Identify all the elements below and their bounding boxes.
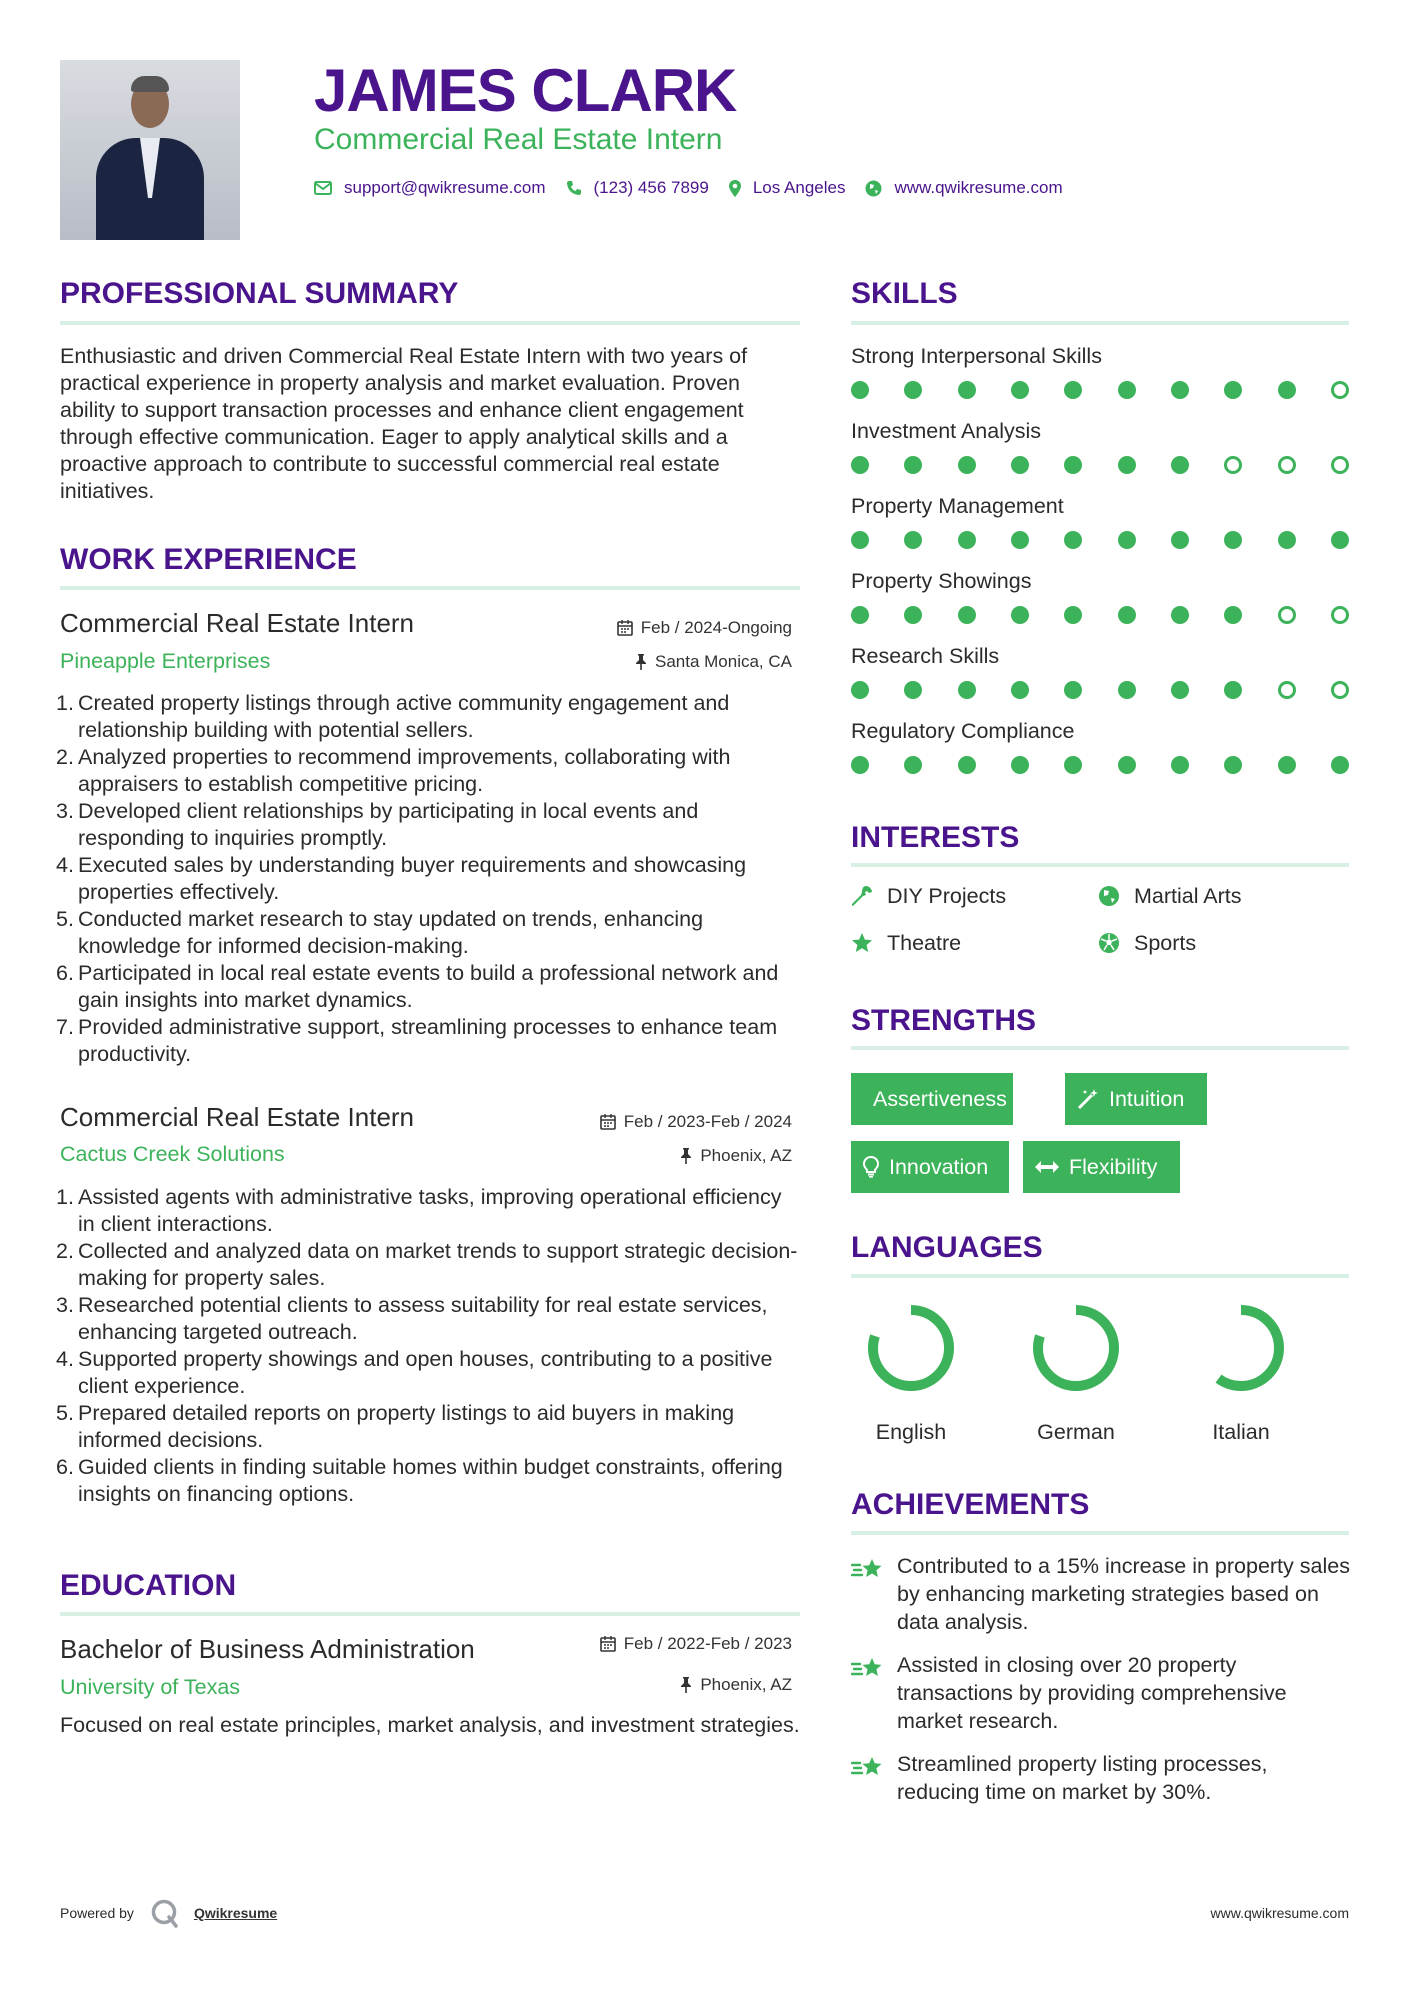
job-location-text: Phoenix, AZ bbox=[700, 1146, 792, 1165]
job-bullets bbox=[56, 1184, 800, 1508]
rating-dot-filled bbox=[1011, 606, 1029, 624]
rating-dot-filled bbox=[1171, 606, 1189, 624]
language-gauge-arc bbox=[873, 1310, 949, 1386]
rating-dot-filled bbox=[1278, 756, 1296, 774]
language-item bbox=[1181, 1302, 1301, 1445]
rating-dot-filled bbox=[1171, 456, 1189, 474]
phone-icon bbox=[566, 180, 582, 196]
achievement-item bbox=[851, 1651, 1351, 1735]
shooting-star-icon bbox=[851, 1556, 885, 1584]
shooting-star-icon bbox=[851, 1754, 885, 1782]
rating-dot-filled bbox=[851, 381, 869, 399]
list-item: 6. Guided clients in finding suitable homes within budget constraints, offering insights on financing options. bbox=[56, 1455, 783, 1506]
contact-email[interactable] bbox=[314, 178, 546, 198]
rating-dot-filled bbox=[1011, 381, 1029, 399]
strength-badge bbox=[851, 1141, 1009, 1193]
rating-dot-filled bbox=[904, 681, 922, 699]
rating-dot-filled bbox=[851, 456, 869, 474]
rating-dot-filled bbox=[1118, 756, 1136, 774]
rating-dot-filled bbox=[1118, 606, 1136, 624]
language-gauge-arc bbox=[1038, 1310, 1114, 1386]
education-description: Focused on real estate principles, market analysis, and investment strategies. bbox=[60, 1713, 800, 1737]
rating-dot-filled bbox=[958, 681, 976, 699]
rating-dot-filled bbox=[958, 456, 976, 474]
rating-dot-filled bbox=[851, 606, 869, 624]
rating-dot-filled bbox=[958, 531, 976, 549]
rating-dot-empty bbox=[1331, 456, 1349, 474]
job-title: Commercial Real Estate Intern bbox=[60, 1102, 415, 1132]
rating-dot-filled bbox=[1224, 606, 1242, 624]
list-item: 4. Executed sales by understanding buyer requirements and showcasing properties effectively. bbox=[56, 853, 747, 904]
rating-dot-filled bbox=[1011, 531, 1029, 549]
job-location bbox=[680, 1145, 792, 1167]
education-dates-text: Feb / 2022-Feb / 2023 bbox=[623, 1634, 792, 1653]
job-title: Commercial Real Estate Intern bbox=[60, 608, 415, 638]
rating-dot-filled bbox=[1224, 681, 1242, 699]
rating-dot-filled bbox=[1011, 756, 1029, 774]
skill-name: Property Management bbox=[851, 494, 1064, 518]
rating-dot-filled bbox=[1064, 756, 1082, 774]
rating-dot-filled bbox=[851, 756, 869, 774]
interest-item bbox=[851, 883, 1006, 909]
email-text: support@qwikresume.com bbox=[344, 178, 546, 197]
skill-rating bbox=[851, 531, 1349, 549]
pushpin-icon bbox=[680, 1148, 692, 1164]
strength-label: Innovation bbox=[889, 1154, 989, 1179]
rating-dot-filled bbox=[1064, 681, 1082, 699]
interest-label: Martial Arts bbox=[1134, 884, 1242, 908]
section-heading-experience: WORK EXPERIENCE bbox=[60, 543, 357, 576]
rating-dot-filled bbox=[1064, 531, 1082, 549]
rating-dot-filled bbox=[904, 606, 922, 624]
section-divider bbox=[60, 321, 800, 325]
list-item: 5. Prepared detailed reports on property listings to aid buyers in making informed decisions. bbox=[56, 1401, 735, 1452]
list-item: 1. Created property listings through active community engagement and relationship building with potential sellers. bbox=[56, 691, 730, 742]
rating-dot-empty bbox=[1278, 456, 1296, 474]
rating-dot-filled bbox=[1171, 381, 1189, 399]
qwikresume-logo-icon bbox=[150, 1898, 180, 1928]
achievement-text: Assisted in closing over 20 property transactions by providing comprehensive market research. bbox=[897, 1653, 1287, 1733]
contact-bar bbox=[314, 178, 1083, 198]
interest-item bbox=[1098, 930, 1196, 956]
achievement-item bbox=[851, 1552, 1351, 1636]
company-name: Pineapple Enterprises bbox=[60, 649, 271, 673]
globe-icon bbox=[1098, 885, 1120, 907]
interest-item bbox=[851, 930, 961, 956]
rating-dot-filled bbox=[1331, 756, 1349, 774]
rating-dot-filled bbox=[1278, 531, 1296, 549]
star-icon bbox=[851, 932, 873, 954]
contact-location bbox=[729, 178, 846, 198]
language-gauge-arc bbox=[1203, 1310, 1279, 1386]
education-location-text: Phoenix, AZ bbox=[700, 1675, 792, 1694]
rating-dot-filled bbox=[958, 381, 976, 399]
rating-dot-filled bbox=[1171, 756, 1189, 774]
skill-name: Regulatory Compliance bbox=[851, 719, 1075, 743]
lightbulb-icon bbox=[863, 1156, 879, 1178]
footer-powered-by bbox=[60, 1898, 277, 1928]
location-text: Los Angeles bbox=[752, 178, 846, 197]
section-divider bbox=[60, 586, 800, 590]
degree-title: Bachelor of Business Administration bbox=[60, 1634, 475, 1664]
interest-label: Theatre bbox=[887, 931, 962, 955]
company-name: Cactus Creek Solutions bbox=[60, 1142, 285, 1166]
section-divider bbox=[851, 1531, 1349, 1535]
rating-dot-filled bbox=[1224, 756, 1242, 774]
candidate-title: Commercial Real Estate Intern bbox=[314, 123, 723, 156]
interest-item bbox=[1098, 883, 1242, 909]
arrows-horizontal-icon bbox=[1035, 1160, 1059, 1174]
pushpin-icon bbox=[680, 1677, 692, 1693]
skill-name: Strong Interpersonal Skills bbox=[851, 344, 1102, 368]
skill-rating bbox=[851, 456, 1349, 474]
interest-label: DIY Projects bbox=[887, 884, 1007, 908]
rating-dot-filled bbox=[1011, 681, 1029, 699]
job-location-text: Santa Monica, CA bbox=[654, 652, 792, 671]
rating-dot-filled bbox=[851, 681, 869, 699]
language-name: English bbox=[875, 1420, 947, 1444]
section-heading-strengths: STRENGTHS bbox=[851, 1004, 1037, 1037]
skill-name: Investment Analysis bbox=[851, 419, 1042, 443]
skill-rating bbox=[851, 681, 1349, 699]
language-gauge bbox=[1030, 1302, 1122, 1394]
language-gauge bbox=[865, 1302, 957, 1394]
list-item: 3. Developed client relationships by participating in local events and responding to inquiries promptly. bbox=[56, 799, 699, 850]
education-dates bbox=[600, 1633, 792, 1655]
skill-name: Research Skills bbox=[851, 644, 1000, 668]
list-item: 2. Collected and analyzed data on market trends to support strategic decision-making for property sales. bbox=[56, 1239, 798, 1290]
job-location bbox=[635, 651, 792, 673]
website-text: www.qwikresume.com bbox=[894, 178, 1063, 197]
section-heading-summary: PROFESSIONAL SUMMARY bbox=[60, 277, 459, 310]
job-dates bbox=[600, 1111, 792, 1133]
contact-website[interactable] bbox=[865, 178, 1062, 198]
rating-dot-filled bbox=[904, 756, 922, 774]
skill-name: Property Showings bbox=[851, 569, 1032, 593]
section-heading-skills: SKILLS bbox=[851, 277, 958, 310]
powered-by-label: Powered by bbox=[60, 1905, 134, 1921]
job-bullets bbox=[56, 690, 800, 1068]
education-location bbox=[680, 1674, 792, 1696]
rating-dot-filled bbox=[1278, 381, 1296, 399]
shooting-star-icon bbox=[851, 1655, 885, 1683]
language-item bbox=[851, 1302, 971, 1445]
pushpin-icon bbox=[635, 654, 647, 670]
magic-wand-icon bbox=[1077, 1088, 1099, 1110]
list-item: 3. Researched potential clients to assess suitability for real estate services, enhancing targeted outreach. bbox=[56, 1293, 768, 1344]
language-gauge bbox=[1195, 1302, 1287, 1394]
rating-dot-filled bbox=[1224, 531, 1242, 549]
rating-dot-empty bbox=[1331, 681, 1349, 699]
rating-dot-filled bbox=[904, 456, 922, 474]
rating-dot-empty bbox=[1331, 606, 1349, 624]
language-name: Italian bbox=[1212, 1420, 1270, 1444]
footer-url[interactable]: www.qwikresume.com bbox=[1210, 1905, 1349, 1921]
soccer-ball-icon bbox=[1098, 932, 1120, 954]
rating-dot-filled bbox=[1331, 531, 1349, 549]
section-heading-interests: INTERESTS bbox=[851, 821, 1020, 854]
wrench-icon bbox=[851, 885, 873, 907]
language-name: German bbox=[1037, 1420, 1115, 1444]
rating-dot-filled bbox=[1011, 456, 1029, 474]
calendar-icon bbox=[617, 620, 633, 636]
rating-dot-filled bbox=[1171, 531, 1189, 549]
profile-photo bbox=[60, 60, 240, 240]
list-item: 4. Supported property showings and open houses, contributing to a positive client experience. bbox=[56, 1347, 773, 1398]
rating-dot-filled bbox=[1064, 456, 1082, 474]
language-item bbox=[1016, 1302, 1136, 1445]
rating-dot-filled bbox=[1224, 381, 1242, 399]
interest-label: Sports bbox=[1134, 931, 1197, 955]
strength-badge bbox=[1023, 1141, 1180, 1193]
strength-label: Assertiveness bbox=[873, 1086, 1007, 1111]
strength-label: Intuition bbox=[1109, 1086, 1185, 1111]
rating-dot-filled bbox=[1118, 531, 1136, 549]
strength-badge bbox=[851, 1073, 1013, 1125]
phone-text: (123) 456 7899 bbox=[593, 178, 709, 197]
contact-phone[interactable] bbox=[566, 178, 709, 198]
rating-dot-filled bbox=[851, 531, 869, 549]
skill-rating bbox=[851, 606, 1349, 624]
achievement-item bbox=[851, 1750, 1351, 1806]
achievement-text: Streamlined property listing processes, reducing time on market by 30%. bbox=[897, 1752, 1268, 1804]
section-divider bbox=[851, 863, 1349, 867]
section-heading-achievements: ACHIEVEMENTS bbox=[851, 1488, 1090, 1521]
list-item: 5. Conducted market research to stay updated on trends, enhancing knowledge for informed decision-making. bbox=[56, 907, 704, 958]
summary-text: Enthusiastic and driven Commercial Real Estate Intern with two years of practical experience in property analysis and market evaluation. Proven ability to support transaction processes and enhance client engagement through effective communication. Eager to apply analytical skills and a proactive approach to contribute to successful commercial real estate initiatives. bbox=[60, 344, 748, 503]
rating-dot-filled bbox=[1118, 681, 1136, 699]
candidate-name: JAMES CLARK bbox=[314, 57, 737, 124]
list-item: 6. Participated in local real estate events to build a professional network and gain insights into market dynamics. bbox=[56, 961, 779, 1012]
section-divider bbox=[60, 1612, 800, 1616]
rating-dot-filled bbox=[1064, 606, 1082, 624]
globe-icon bbox=[865, 180, 882, 197]
rating-dot-empty bbox=[1278, 681, 1296, 699]
job-dates bbox=[617, 617, 792, 639]
list-item: 1. Assisted agents with administrative tasks, improving operational efficiency in client interactions. bbox=[56, 1185, 782, 1236]
rating-dot-filled bbox=[1064, 381, 1082, 399]
skill-rating bbox=[851, 381, 1349, 399]
rating-dot-filled bbox=[958, 606, 976, 624]
section-divider bbox=[851, 1046, 1349, 1050]
calendar-icon bbox=[600, 1636, 616, 1652]
rating-dot-filled bbox=[904, 381, 922, 399]
envelope-icon bbox=[314, 181, 332, 195]
rating-dot-empty bbox=[1278, 606, 1296, 624]
map-pin-icon bbox=[729, 180, 741, 197]
rating-dot-filled bbox=[904, 531, 922, 549]
school-name: University of Texas bbox=[60, 1675, 241, 1699]
section-divider bbox=[851, 1274, 1349, 1278]
rating-dot-filled bbox=[958, 756, 976, 774]
qwikresume-link[interactable]: Qwikresume bbox=[193, 1905, 278, 1921]
rating-dot-filled bbox=[1171, 681, 1189, 699]
calendar-icon bbox=[600, 1114, 616, 1130]
section-divider bbox=[851, 321, 1349, 325]
list-item: 2. Analyzed properties to recommend improvements, collaborating with appraisers to establish competitive pricing. bbox=[56, 745, 731, 796]
job-dates-text: Feb / 2023-Feb / 2024 bbox=[623, 1112, 792, 1131]
section-heading-education: EDUCATION bbox=[60, 1569, 237, 1602]
rating-dot-empty bbox=[1331, 381, 1349, 399]
section-heading-languages: LANGUAGES bbox=[851, 1231, 1043, 1264]
strength-badge bbox=[1065, 1073, 1207, 1125]
list-item: 7. Provided administrative support, streamlining processes to enhance team productivity. bbox=[56, 1015, 778, 1066]
rating-dot-filled bbox=[1118, 456, 1136, 474]
achievement-text: Contributed to a 15% increase in property sales by enhancing marketing strategies based on data analysis. bbox=[897, 1554, 1350, 1634]
job-dates-text: Feb / 2024-Ongoing bbox=[640, 618, 792, 637]
rating-dot-filled bbox=[1118, 381, 1136, 399]
rating-dot-empty bbox=[1224, 456, 1242, 474]
strength-label: Flexibility bbox=[1069, 1154, 1158, 1179]
skill-rating bbox=[851, 756, 1349, 774]
